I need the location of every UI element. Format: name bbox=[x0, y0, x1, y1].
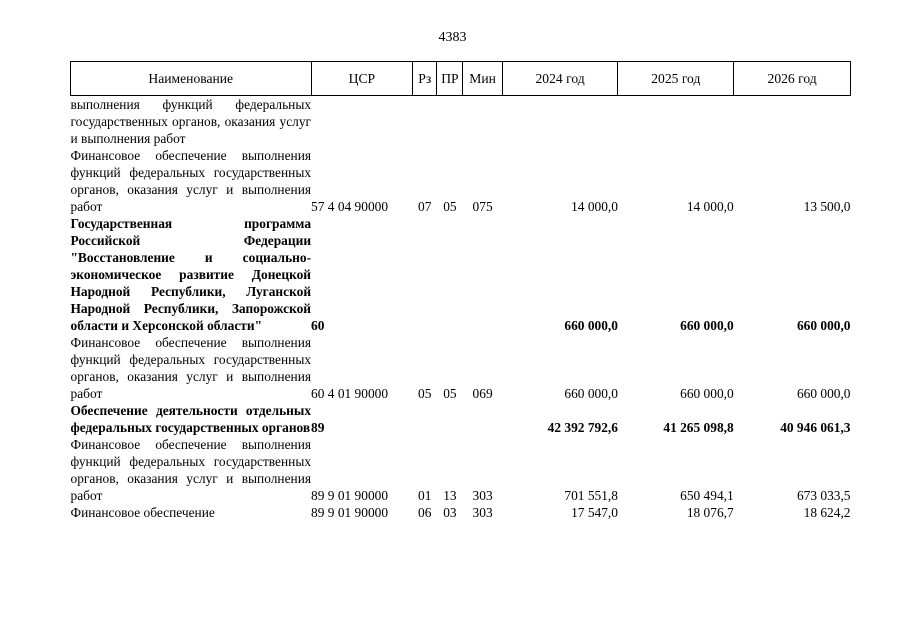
header-2025: 2025 год bbox=[618, 62, 734, 96]
cell-y2024: 17 547,0 bbox=[571, 505, 618, 520]
table-row bbox=[71, 504, 851, 521]
table-row bbox=[71, 215, 851, 334]
budget-table bbox=[70, 61, 851, 521]
cell-min bbox=[463, 215, 502, 334]
header-rz: Рз bbox=[413, 62, 437, 96]
cell-y2026: 13 500,0 bbox=[803, 199, 851, 214]
page-number: 4383 bbox=[438, 30, 467, 45]
cell-csr: 89 9 01 90000 bbox=[311, 488, 389, 503]
cell-y2026: 660 000,0 bbox=[796, 386, 851, 401]
cell-pr: 05 bbox=[443, 386, 457, 401]
cell-pr: 03 bbox=[443, 505, 457, 520]
table-row bbox=[71, 402, 851, 436]
cell-min bbox=[463, 402, 502, 436]
cell-rz bbox=[413, 215, 437, 334]
cell-pr bbox=[437, 402, 463, 436]
cell-rz: 07 bbox=[418, 199, 432, 214]
cell-y2025: 660 000,0 bbox=[680, 386, 734, 401]
table-body bbox=[71, 96, 851, 522]
cell-pr bbox=[437, 96, 463, 148]
cell-y2026: 660 000,0 bbox=[796, 318, 851, 333]
cell-pr: 13 bbox=[443, 488, 457, 503]
table-row bbox=[71, 147, 851, 215]
header-2026: 2026 год bbox=[734, 62, 851, 96]
cell-name: Финансовое обеспечение выполнения функций федеральных государственных органов, оказания услуг и выполнения работ bbox=[70, 335, 312, 401]
cell-rz: 05 bbox=[418, 386, 432, 401]
cell-min bbox=[463, 96, 502, 148]
cell-name: Финансовое обеспечение bbox=[70, 505, 215, 520]
header-min: Мин bbox=[463, 62, 502, 96]
cell-name: Обеспечение деятельности отдельных федеральных государственных органов bbox=[70, 403, 312, 435]
header-pr: ПР bbox=[437, 62, 463, 96]
cell-min: 069 bbox=[472, 386, 493, 401]
cell-csr: 89 9 01 90000 bbox=[311, 505, 389, 520]
cell-csr: 89 bbox=[311, 420, 325, 435]
cell-name: выполнения функций федеральных государственных органов, оказания услуг и выполнения работ bbox=[70, 97, 312, 146]
cell-csr: 60 4 01 90000 bbox=[311, 386, 389, 401]
cell-min: 303 bbox=[472, 505, 493, 520]
cell-y2025: 14 000,0 bbox=[686, 199, 734, 214]
cell-min: 075 bbox=[472, 199, 493, 214]
header-csr: ЦСР bbox=[311, 62, 413, 96]
cell-y2025 bbox=[618, 96, 734, 148]
cell-rz: 06 bbox=[418, 505, 432, 520]
cell-y2025: 18 076,7 bbox=[686, 505, 734, 520]
table-header-row bbox=[71, 62, 851, 96]
cell-rz bbox=[413, 402, 437, 436]
cell-y2024 bbox=[502, 96, 618, 148]
cell-y2025: 41 265 098,8 bbox=[663, 420, 734, 435]
cell-rz bbox=[413, 96, 437, 148]
cell-y2024: 14 000,0 bbox=[571, 199, 618, 214]
cell-name: Финансовое обеспечение выполнения функций федеральных государственных органов, оказания услуг и выполнения работ bbox=[70, 437, 312, 503]
cell-y2024: 42 392 792,6 bbox=[547, 420, 618, 435]
cell-y2026: 18 624,2 bbox=[803, 505, 851, 520]
cell-rz: 01 bbox=[418, 488, 432, 503]
cell-csr: 57 4 04 90000 bbox=[311, 199, 389, 214]
cell-y2026 bbox=[734, 96, 851, 148]
header-name: Наименование bbox=[71, 62, 312, 96]
cell-y2024: 701 551,8 bbox=[564, 488, 618, 503]
table-row bbox=[71, 334, 851, 402]
cell-csr bbox=[311, 96, 413, 148]
cell-csr: 60 bbox=[311, 318, 325, 333]
cell-y2026: 673 033,5 bbox=[796, 488, 851, 503]
cell-pr bbox=[437, 215, 463, 334]
table-row bbox=[71, 436, 851, 504]
cell-y2024: 660 000,0 bbox=[564, 318, 618, 333]
cell-name: Финансовое обеспечение выполнения функций федеральных государственных органов, оказания услуг и выполнения работ bbox=[70, 148, 312, 214]
cell-y2025: 660 000,0 bbox=[680, 318, 734, 333]
cell-name: Государственная программа Российской Федерации "Восстановление и социально-экономическое развитие Донецкой Народной Республики, Луганской Народной Республики, Запорожской области и Херсонской области" bbox=[70, 216, 312, 333]
header-2024: 2024 год bbox=[502, 62, 618, 96]
table-row bbox=[71, 96, 851, 148]
cell-y2026: 40 946 061,3 bbox=[780, 420, 851, 435]
cell-min: 303 bbox=[472, 488, 493, 503]
cell-y2024: 660 000,0 bbox=[564, 386, 618, 401]
cell-pr: 05 bbox=[443, 199, 457, 214]
cell-y2025: 650 494,1 bbox=[680, 488, 734, 503]
